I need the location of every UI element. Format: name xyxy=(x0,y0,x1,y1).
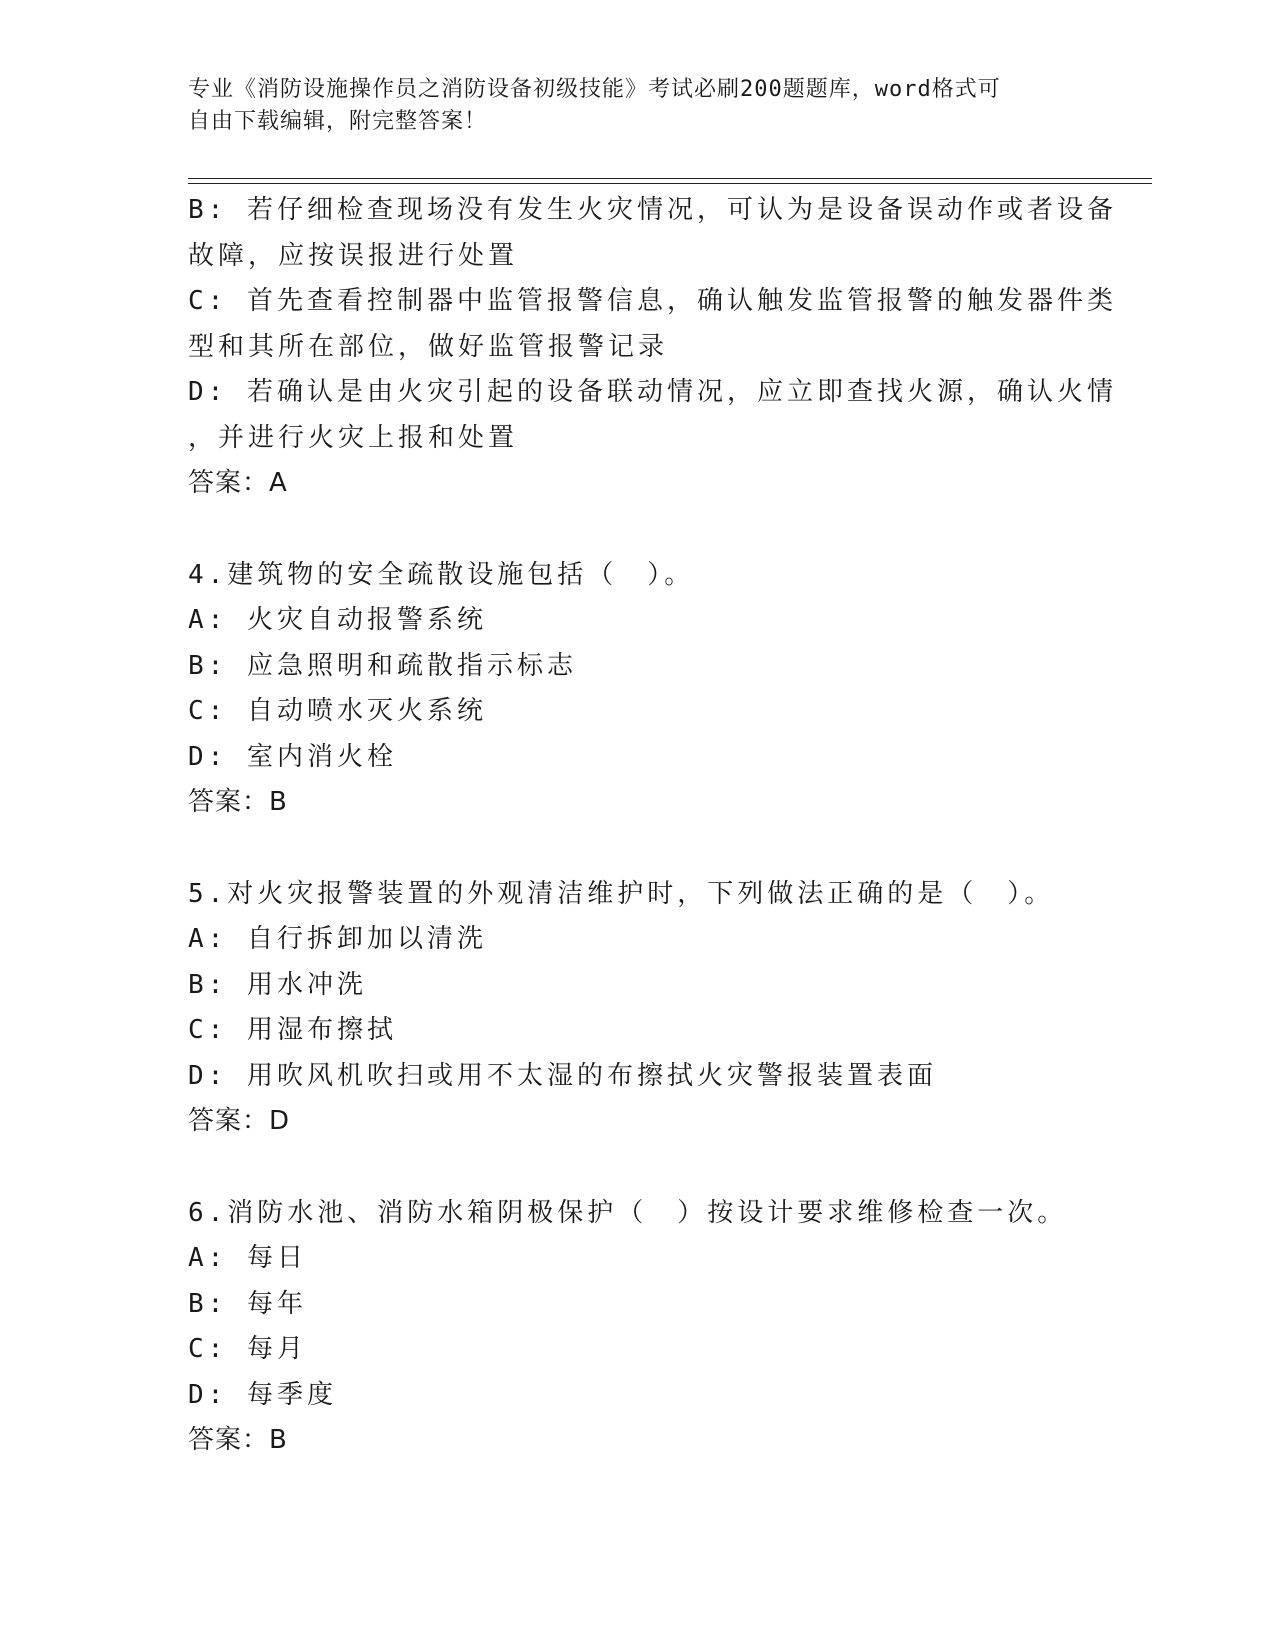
question-5 xyxy=(188,872,1088,1145)
option-d: D: 用吹风机吹扫或用不太湿的布擦拭火灾警报装置表面 xyxy=(188,1060,937,1091)
question-content xyxy=(188,188,1117,1464)
option-b-line-1: B: 若仔细检查现场没有发生火灾情况，可认为是设备误动作或者设备 xyxy=(188,195,1117,225)
question-3-tail xyxy=(188,188,1117,507)
spacer xyxy=(188,826,1088,872)
option-a: A: 火灾自动报警系统 xyxy=(188,605,487,635)
answer-line: 答案：A xyxy=(188,468,288,498)
question-stem: 4.建筑物的安全疏散设施包括（ ）。 xyxy=(188,559,695,590)
question-stem: 6.消防水池、消防水箱阴极保护（ ）按设计要求维修检查一次。 xyxy=(188,1197,1068,1228)
option-b: B: 用水冲洗 xyxy=(188,969,367,1000)
option-a: A: 自行拆卸加以清洗 xyxy=(188,924,487,954)
option-b-line-2: 故障，应按误报进行处置 xyxy=(188,240,519,271)
option-c: C: 用湿布擦拭 xyxy=(188,1015,397,1045)
document-header xyxy=(188,74,1088,138)
option-c: C: 每月 xyxy=(188,1334,307,1364)
option-c-line-1: C: 首先查看控制器中监管报警信息，确认触发监管报警的触发器件类 xyxy=(188,286,1117,316)
question-4 xyxy=(188,553,1088,826)
spacer xyxy=(188,1145,1088,1191)
option-b: B: 每年 xyxy=(188,1288,307,1319)
option-d: D: 每季度 xyxy=(188,1379,337,1410)
option-a: A: 每日 xyxy=(188,1243,307,1273)
option-c-line-2: 型和其所在部位，做好监管报警记录 xyxy=(188,331,669,362)
option-d: D: 室内消火栓 xyxy=(188,741,397,772)
header-line-1: 专业《消防设施操作员之消防设备初级技能》考试必刷200题题库，word格式可 xyxy=(188,77,1001,102)
answer-line: 答案：B xyxy=(188,787,288,817)
answer-line: 答案：D xyxy=(188,1106,291,1136)
option-c: C: 自动喷水灭火系统 xyxy=(188,696,487,726)
answer-line: 答案：B xyxy=(188,1425,288,1455)
option-d-line-2: ，并进行火灾上报和处置 xyxy=(188,422,519,453)
option-d-line-1: D: 若确认是由火灾引起的设备联动情况，应立即查找火源，确认火情 xyxy=(188,377,1117,407)
option-b: B: 应急照明和疏散指示标志 xyxy=(188,650,577,681)
header-divider-bottom xyxy=(188,183,1152,184)
header-divider-top xyxy=(188,178,1152,179)
header-line-2: 自由下载编辑，附完整答案！ xyxy=(188,109,488,134)
question-stem: 5.对火灾报警装置的外观清洁维护时，下列做法正确的是（ ）。 xyxy=(188,878,1055,909)
spacer xyxy=(188,507,1088,553)
question-6 xyxy=(188,1191,1088,1464)
